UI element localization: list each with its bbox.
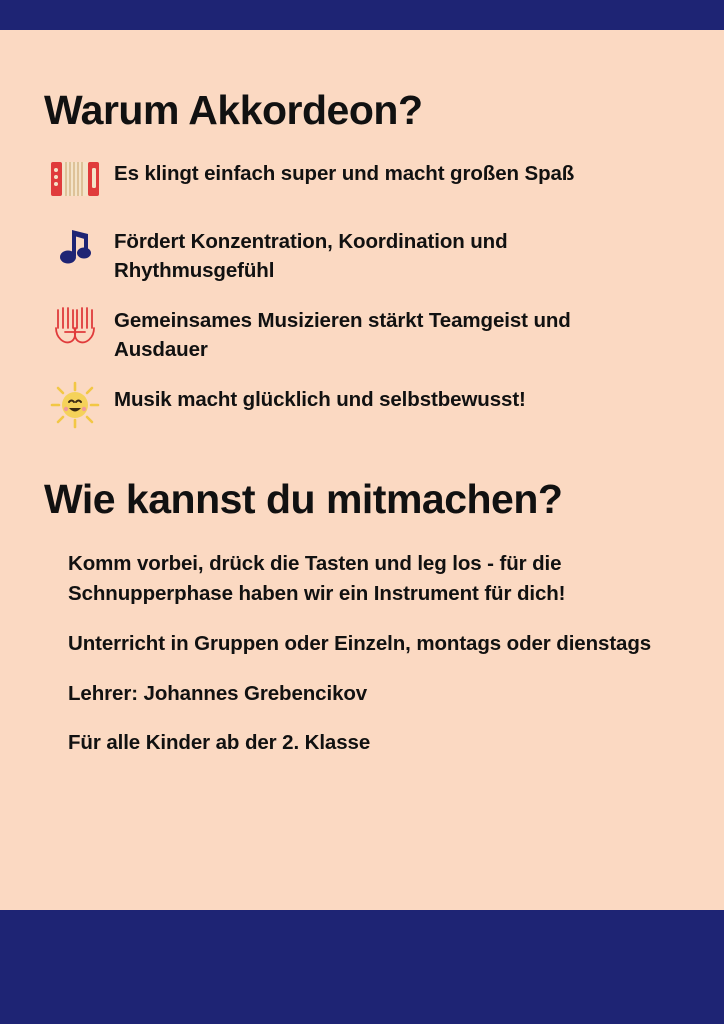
- music-note-icon: [44, 220, 106, 274]
- page-title-warum-akkordeon: Warum Akkordeon?: [44, 87, 423, 133]
- list-item: [44, 152, 680, 206]
- benefits-list: [44, 152, 680, 432]
- page-title-wie-kannst-du-mitmachen: Wie kannst du mitmachen?: [44, 476, 563, 523]
- accordion-icon: [44, 152, 106, 206]
- participation-paragraphs: [44, 549, 680, 758]
- list-item: [44, 220, 680, 285]
- list-item-label: Fördert Konzentration, Koordination und Rhythmusgefühl: [114, 230, 508, 283]
- poster-content: [0, 30, 724, 910]
- sun-icon: [44, 378, 106, 432]
- bottom-decorative-band: [0, 910, 724, 1024]
- list-item: [44, 299, 680, 364]
- hands-icon: [44, 299, 106, 353]
- list-item-label: Es klingt einfach super und macht großen Spaß: [114, 162, 575, 185]
- list-item: [44, 378, 680, 432]
- paragraph-lehrer: Lehrer: Johannes Grebencikov: [68, 681, 368, 705]
- top-decorative-band: [0, 0, 724, 30]
- list-item-label: Gemeinsames Musizieren stärkt Teamgeist und Ausdauer: [114, 309, 571, 362]
- list-item-label: Musik macht glücklich und selbstbewusst!: [114, 388, 526, 412]
- paragraph-unterricht: Unterricht in Gruppen oder Einzeln, montags oder dienstags: [68, 631, 652, 655]
- paragraph-schnupperphase: Komm vorbei, drück die Tasten und leg los - für die Schnupperphase haben wir ein Instrument für dich!: [68, 552, 566, 606]
- paragraph-zielgruppe: Für alle Kinder ab der 2. Klasse: [68, 731, 371, 755]
